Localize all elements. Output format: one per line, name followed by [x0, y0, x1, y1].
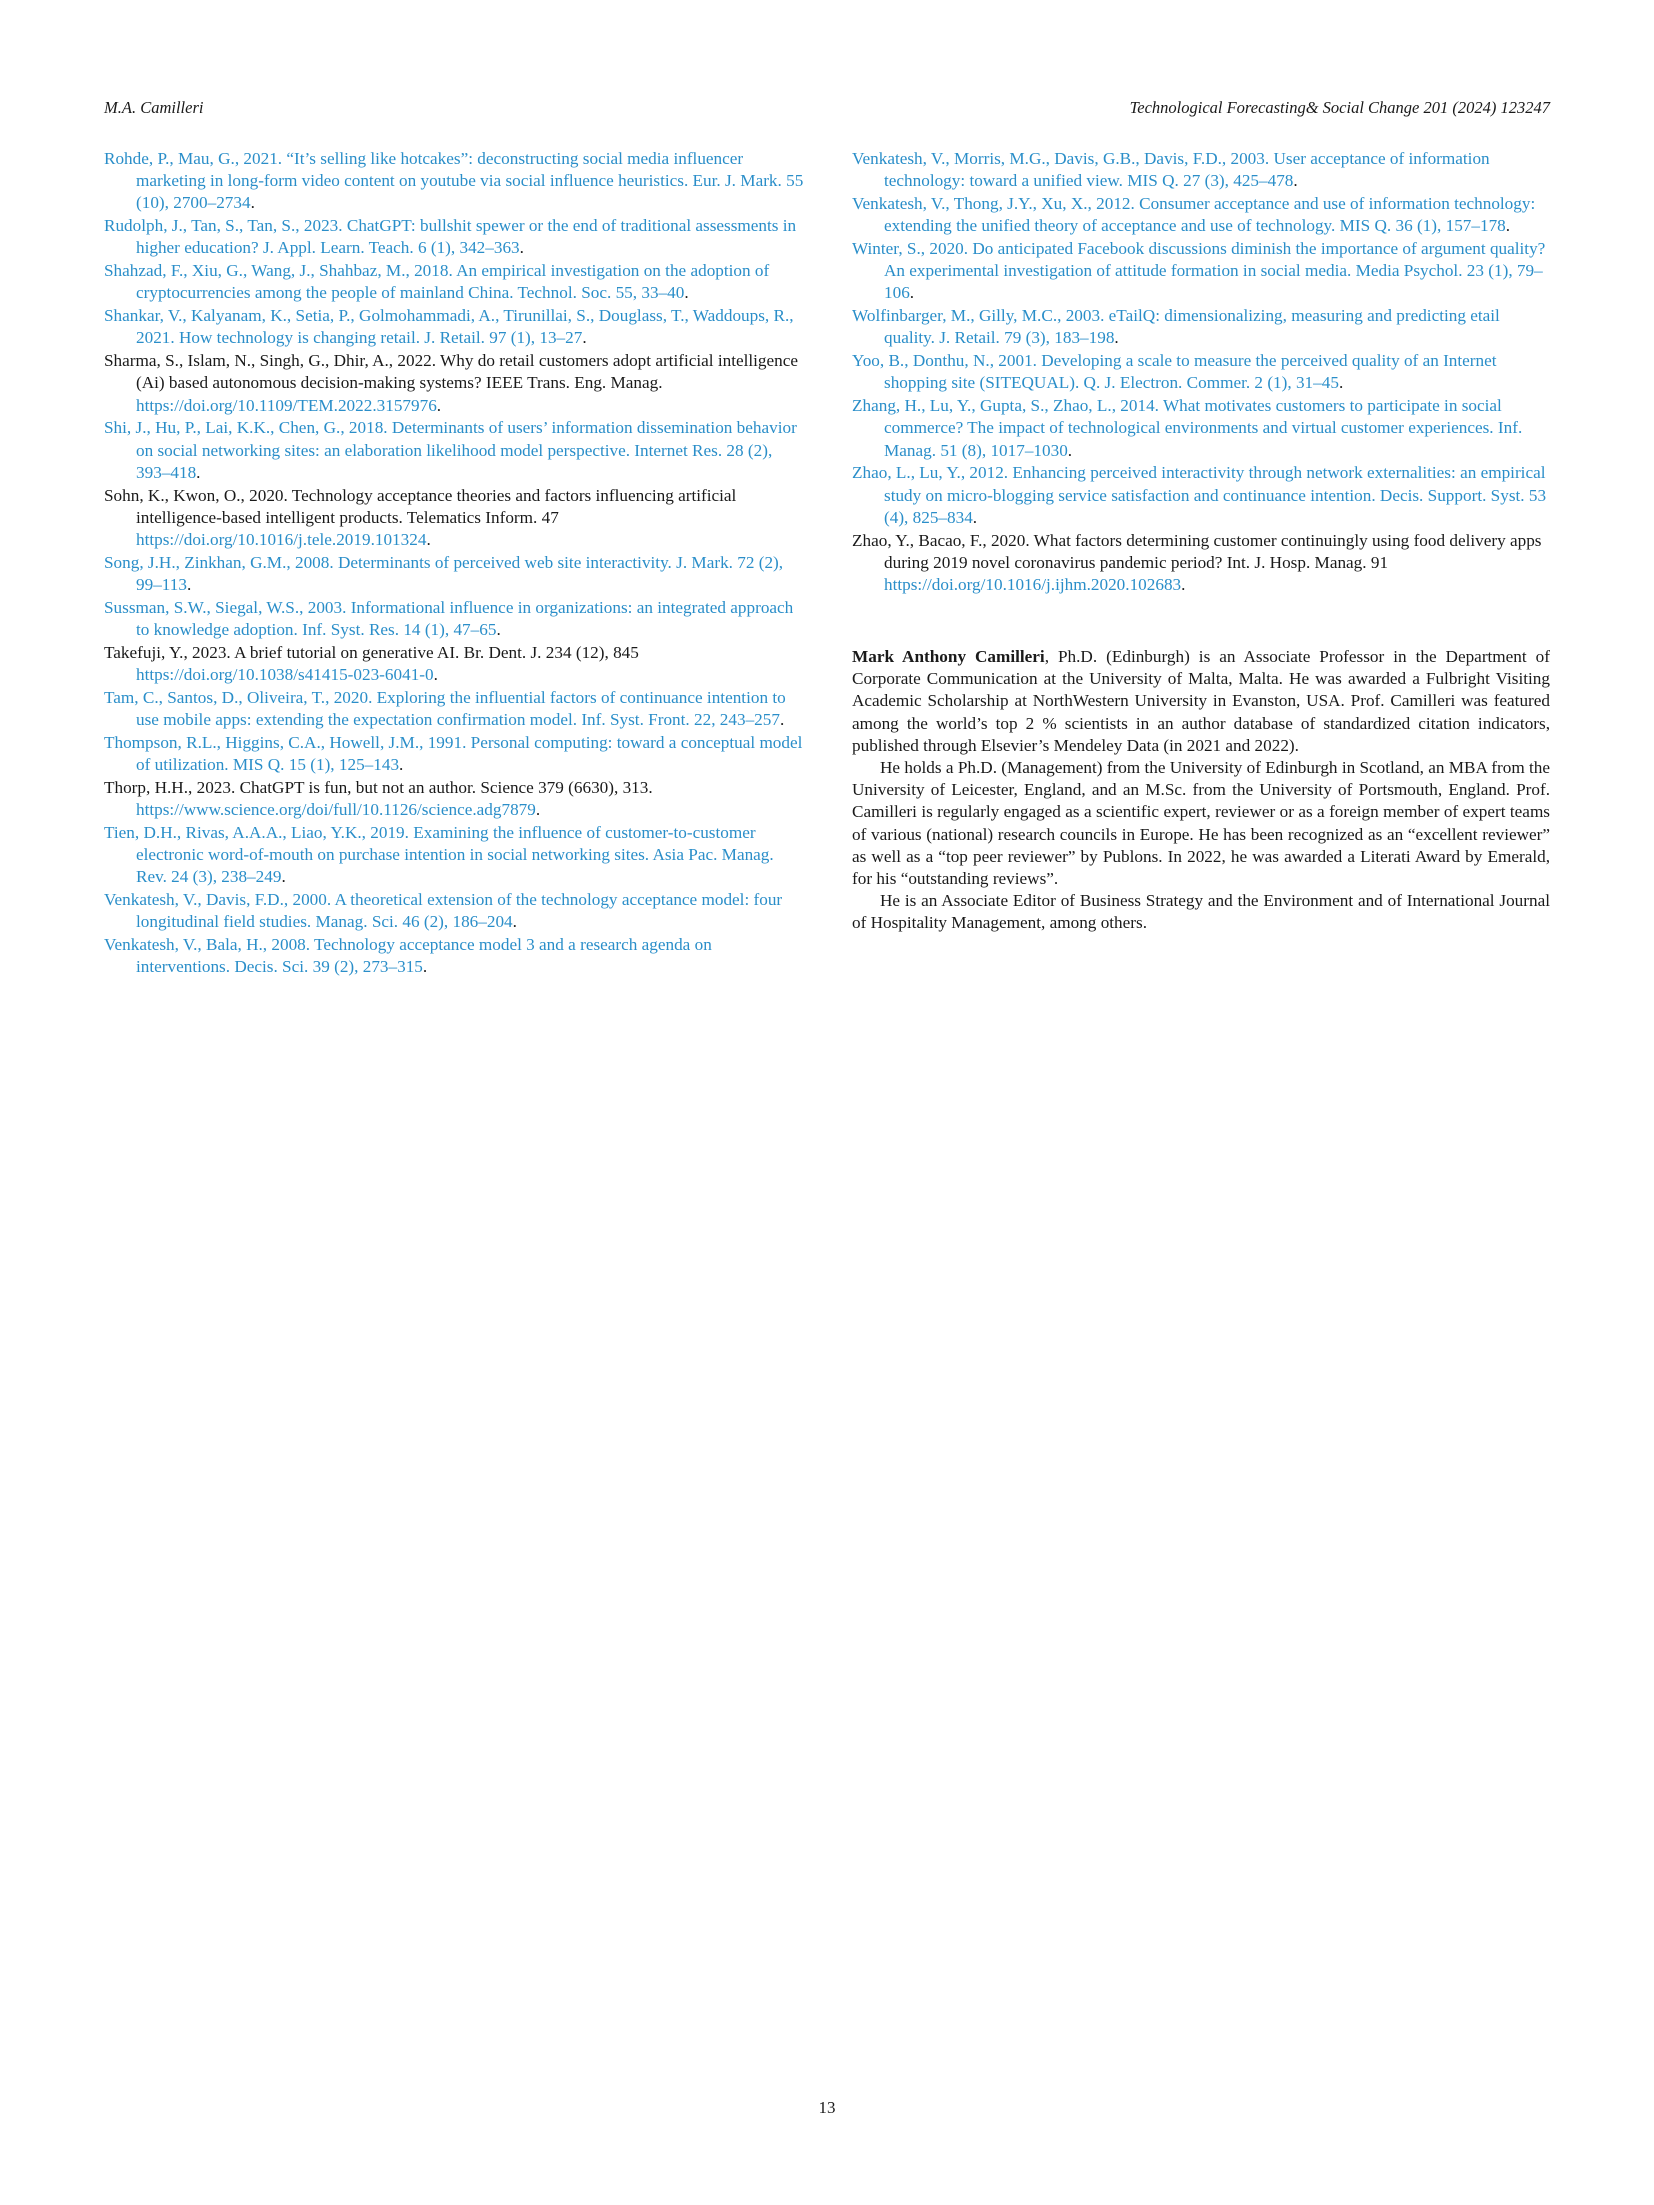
reference-entry	[104, 148, 804, 215]
references-right-column	[852, 148, 1550, 597]
reference-link[interactable]: Zhao, L., Lu, Y., 2012. Enhancing perceived interactivity through network externalities: an empirical study on micro-blogging service satisfaction and continuance intention. Decis. Support. Syst. 53 (4), 825–834	[852, 463, 1547, 527]
reference-entry	[852, 395, 1550, 462]
header-journal: Technological Forecasting& Social Change 201 (2024) 123247	[1129, 98, 1550, 117]
reference-entry	[104, 417, 804, 484]
reference-link[interactable]: https://doi.org/10.1038/s41415-023-6041-0	[136, 665, 434, 685]
reference-link[interactable]: Venkatesh, V., Morris, M.G., Davis, G.B., Davis, F.D., 2003. User acceptance of information technology: toward a unified view. MIS Q. 27 (3), 425–478	[852, 149, 1490, 191]
reference-link[interactable]: https://doi.org/10.1016/j.tele.2019.101324	[136, 530, 427, 550]
reference-entry	[852, 530, 1550, 597]
bio-author-name: Mark Anthony Camilleri	[852, 647, 1045, 666]
reference-entry	[104, 260, 804, 304]
bio-paragraph-2: He holds a Ph.D. (Management) from the University of Edinburgh in Scotland, an MBA from the University of Leicester, England, and an M.Sc. from the University of Portsmouth, England. Prof. Camilleri is regularly engaged as a scientific expert, reviewer or as a foreign member of expert teams of various (national) research councils in Europe. He has been recognized as an “excellent reviewer” as well as a “top peer reviewer” by Publons. In 2022, he was awarded a Literati Award by Emerald, for his “outstanding reviews”.	[852, 758, 1550, 889]
reference-link[interactable]: https://www.science.org/doi/full/10.1126/science.adg7879	[136, 800, 536, 820]
reference-entry	[852, 238, 1550, 305]
reference-entry	[104, 822, 804, 889]
reference-entry	[852, 350, 1550, 394]
reference-entry	[104, 485, 804, 552]
reference-text: Thorp, H.H., 2023. ChatGPT is fun, but not an author. Science 379 (6630), 313.	[104, 777, 653, 797]
reference-period: .	[779, 710, 785, 730]
reference-link[interactable]: Wolfinbarger, M., Gilly, M.C., 2003. eTailQ: dimensionalizing, measuring and predicting etail quality. J. Retail. 79 (3), 183–198	[852, 306, 1500, 348]
reference-entry	[104, 552, 804, 596]
reference-text: Zhao, Y., Bacao, F., 2020. What factors determining customer continuingly using food delivery apps during 2019 novel coronavirus pandemic period? Int. J. Hosp. Manag. 91	[852, 530, 1542, 572]
reference-entry	[852, 148, 1550, 192]
reference-entry	[852, 305, 1550, 349]
reference-period: .	[1293, 171, 1298, 191]
reference-entry	[104, 732, 804, 776]
reference-period: .	[1338, 373, 1344, 393]
reference-period: .	[186, 575, 192, 595]
reference-link[interactable]: Tam, C., Santos, D., Oliveira, T., 2020. Exploring the influential factors of continuance intention to use mobile apps: extending the expectation confirmation model. Inf. Syst. Front. 22, 243–257	[104, 687, 786, 730]
reference-entry	[104, 597, 804, 641]
reference-period: .	[1505, 216, 1511, 236]
reference-period: .	[1181, 575, 1186, 595]
reference-period: .	[1067, 440, 1073, 460]
reference-entry	[104, 305, 804, 349]
reference-link[interactable]: Yoo, B., Donthu, N., 2001. Developing a scale to measure the perceived quality of an Internet shopping site (SITEQUAL). Q. J. Electron. Commer. 2 (1), 31–45	[852, 351, 1497, 393]
reference-entry	[104, 777, 804, 821]
reference-entry	[104, 215, 804, 259]
reference-period: .	[1114, 328, 1119, 348]
author-biography	[852, 646, 1550, 935]
reference-link[interactable]: Shankar, V., Kalyanam, K., Setia, P., Golmohammadi, A., Tirunillai, S., Douglass, T., Waddoups, R., 2021. How technology is changing retail. J. Retail. 97 (1), 13–27	[104, 306, 794, 348]
reference-link[interactable]: https://doi.org/10.1109/TEM.2022.3157976	[136, 395, 437, 415]
reference-link[interactable]: Song, J.H., Zinkhan, G.M., 2008. Determinants of perceived web site interactivity. J. Mark. 72 (2), 99–113	[104, 552, 784, 595]
reference-link[interactable]: Tien, D.H., Rivas, A.A.A., Liao, Y.K., 2019. Examining the influence of customer-to-customer electronic word-of-mouth on purchase intention in social networking sites. Asia Pac. Manag. Rev. 24 (3), 238–249	[104, 822, 774, 887]
reference-entry	[104, 350, 804, 417]
bio-paragraph-1-text: , Ph.D. (Edinburgh) is an Associate Professor in the Department of Corporate Communication at the University of Malta, Malta. He was awarded a Fulbright Visiting Academic Scholarship at NorthWestern University in Evanston, USA. Prof. Camilleri was featured among the world’s top 2 % scientists in an author database of standardized citation indicators, published through Elsevier’s Mendeley Data (in 2021 and 2022).	[852, 647, 1550, 755]
reference-link[interactable]: Sussman, S.W., Siegal, W.S., 2003. Informational influence in organizations: an integrated approach to knowledge adoption. Inf. Syst. Res. 14 (1), 47–65	[104, 597, 794, 640]
reference-period: .	[909, 283, 915, 303]
reference-period: .	[436, 395, 442, 415]
references-left-column	[104, 148, 804, 979]
reference-link[interactable]: Zhang, H., Lu, Y., Gupta, S., Zhao, L., 2014. What motivates customers to participate in social commerce? The impact of technological environments and virtual customer experiences. Inf. Manag. 51 (8), 1017–1030	[852, 396, 1523, 460]
reference-link[interactable]: https://doi.org/10.1016/j.ijhm.2020.102683	[884, 575, 1182, 595]
reference-period: .	[250, 193, 255, 213]
reference-period: .	[196, 462, 201, 482]
reference-entry	[104, 642, 804, 686]
bio-paragraph-1	[852, 646, 1550, 757]
reference-period: .	[433, 665, 438, 685]
reference-link[interactable]: Venkatesh, V., Davis, F.D., 2000. A theoretical extension of the technology acceptance model: four longitudinal field studies. Manag. Sci. 46 (2), 186–204	[104, 890, 783, 932]
reference-entry	[852, 193, 1550, 237]
reference-link[interactable]: Thompson, R.L., Higgins, C.A., Howell, J.M., 1991. Personal computing: toward a conceptual model of utilization. MIS Q. 15 (1), 125–143	[104, 732, 803, 775]
reference-link[interactable]: Rudolph, J., Tan, S., Tan, S., 2023. ChatGPT: bullshit spewer or the end of traditional assessments in higher education? J. Appl. Learn. Teach. 6 (1), 342–363	[104, 216, 797, 258]
reference-text: Sohn, K., Kwon, O., 2020. Technology acceptance theories and factors influencing artificial intelligence-based intelligent products. Telematics Inform. 47	[104, 485, 737, 527]
running-header	[104, 98, 1550, 122]
reference-period: .	[496, 620, 501, 640]
reference-link[interactable]: Rohde, P., Mau, G., 2021. “It’s selling like hotcakes”: deconstructing social media influencer marketing in long-form video content on youtube via social influence heuristics. Eur. J. Mark. 55 (10), 2700–2734	[104, 149, 804, 213]
reference-entry	[104, 889, 804, 933]
reference-period: .	[684, 283, 689, 303]
reference-entry	[852, 462, 1550, 529]
reference-link[interactable]: Winter, S., 2020. Do anticipated Facebook discussions diminish the importance of argument quality? An experimental investigation of attitude formation in social media. Media Psychol. 23 (1), 79–106	[852, 239, 1546, 303]
reference-link[interactable]: Venkatesh, V., Bala, H., 2008. Technology acceptance model 3 and a research agenda on interventions. Decis. Sci. 39 (2), 273–315	[104, 935, 712, 977]
reference-period: .	[281, 867, 286, 887]
reference-entry	[104, 934, 804, 978]
reference-period: .	[399, 755, 404, 775]
reference-link[interactable]: Shahzad, F., Xiu, G., Wang, J., Shahbaz, M., 2018. An empirical investigation on the adoption of cryptocurrencies among the people of mainland China. Technol. Soc. 55, 33–40	[104, 261, 770, 303]
reference-entry	[104, 687, 804, 731]
reference-period: .	[422, 957, 428, 977]
reference-period: .	[512, 912, 517, 932]
reference-period: .	[582, 328, 587, 348]
header-author: M.A. Camilleri	[104, 98, 204, 117]
bio-paragraph-3: He is an Associate Editor of Business Strategy and the Environment and of International Journal of Hospitality Management, among others.	[852, 891, 1550, 933]
reference-text: Sharma, S., Islam, N., Singh, G., Dhir, A., 2022. Why do retail customers adopt artificial intelligence (Ai) based autonomous decision-making systems? IEEE Trans. Eng. Manag.	[104, 351, 799, 393]
reference-period: .	[519, 238, 524, 258]
page-number: 13	[818, 2098, 836, 2117]
reference-period: .	[426, 530, 431, 550]
reference-period: .	[972, 507, 978, 527]
reference-link[interactable]: Shi, J., Hu, P., Lai, K.K., Chen, G., 2018. Determinants of users’ information dissemination behavior on social networking sites: an elaboration likelihood model perspective. Internet Res. 28 (2), 393–418	[104, 418, 797, 482]
reference-text: Takefuji, Y., 2023. A brief tutorial on generative AI. Br. Dent. J. 234 (12), 845	[104, 642, 639, 662]
reference-link[interactable]: Venkatesh, V., Thong, J.Y., Xu, X., 2012. Consumer acceptance and use of information technology: extending the unified theory of acceptance and use of technology. MIS Q. 36 (1), 157–178	[852, 194, 1536, 236]
reference-period: .	[535, 800, 541, 820]
